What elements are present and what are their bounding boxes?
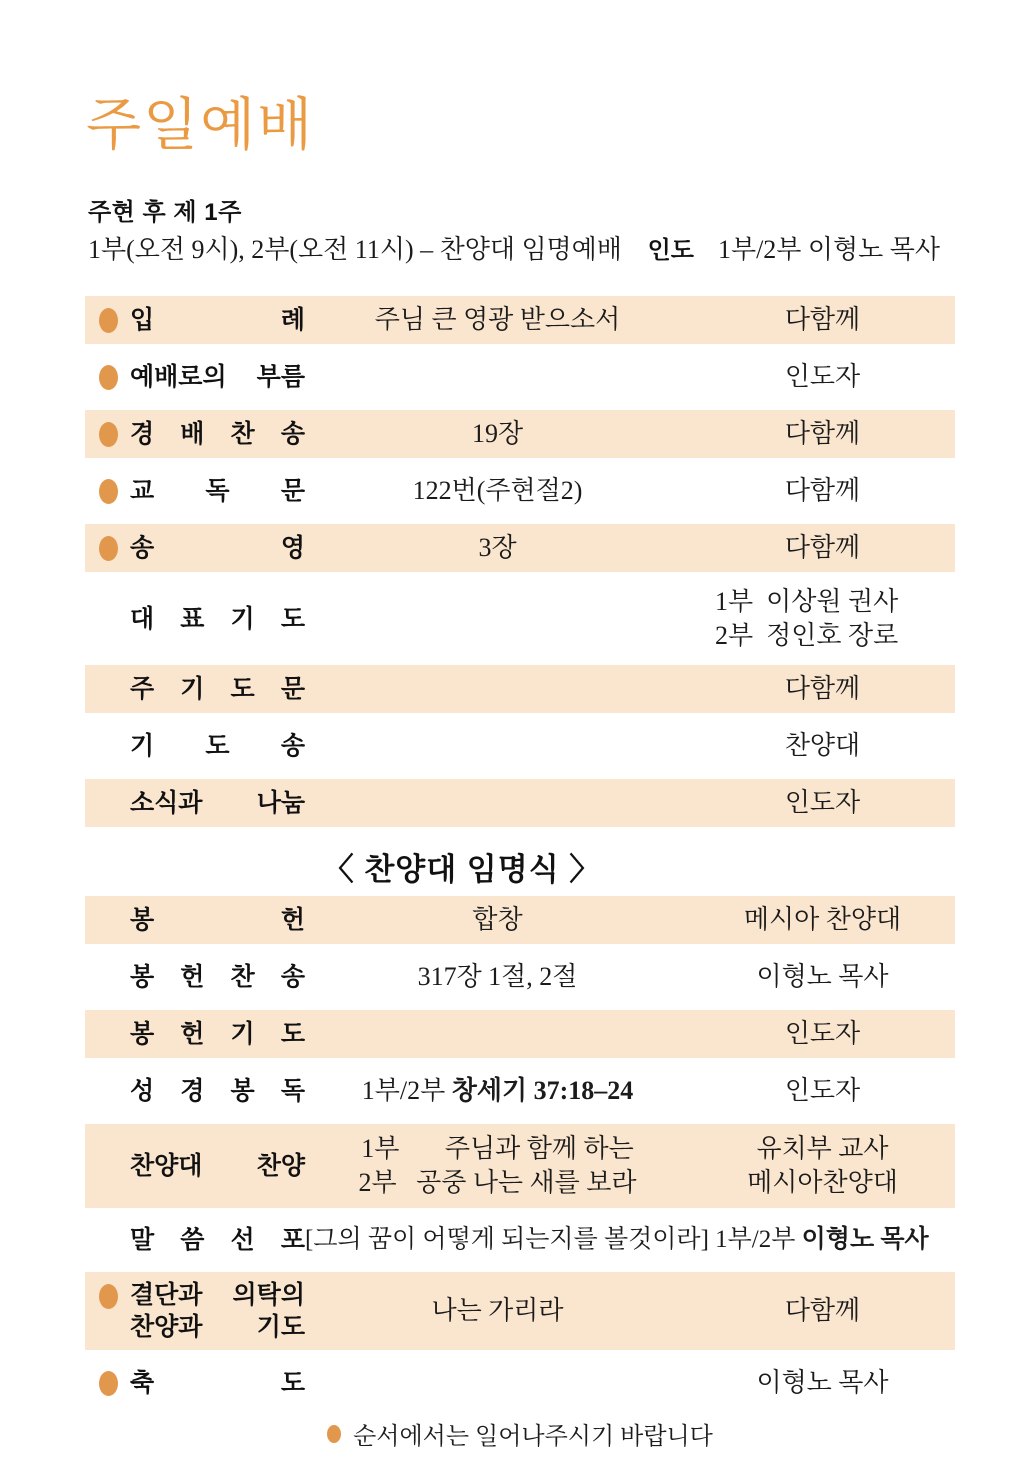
service-row — [85, 1272, 955, 1350]
orange-bullet-icon — [99, 536, 118, 561]
service-row — [85, 581, 955, 656]
bullet-cell — [85, 779, 130, 827]
row-label: 찬양대 찬양 — [130, 1152, 305, 1180]
bullet-cell — [85, 410, 130, 458]
bullet-cell — [85, 581, 130, 656]
bullet-cell — [85, 953, 130, 1001]
bullet-cell — [85, 296, 130, 344]
row-label: 축 도 — [130, 1369, 305, 1397]
service-row — [85, 896, 955, 944]
service-row — [85, 665, 955, 713]
row-right-value: 인도자 — [784, 1019, 861, 1049]
orange-bullet-icon — [99, 479, 118, 504]
service-row — [85, 779, 955, 827]
orange-bullet-icon — [99, 1371, 118, 1396]
row-right-value: 다함께 — [784, 419, 861, 449]
service-row — [85, 296, 955, 344]
row-center-value: 122번(주현절2) — [412, 476, 583, 506]
row-right-value: 다함께 — [784, 674, 861, 704]
row-right-value: 다함께 — [784, 1296, 861, 1326]
service-row — [85, 353, 955, 401]
row-label: 봉 헌 찬 송 — [130, 963, 305, 991]
row-label: 기 도 송 — [130, 732, 305, 760]
row-label: 봉 헌 기 도 — [130, 1020, 305, 1048]
service-row — [85, 1010, 955, 1058]
row-right-value: 찬양대 — [784, 731, 861, 761]
standing-note-text: 순서에서는 일어나주시기 바랍니다 — [353, 1424, 713, 1450]
service-info-row — [88, 229, 940, 266]
row-right-value: 이형노 목사 — [756, 1368, 889, 1398]
standing-note-bullet-icon — [327, 1425, 341, 1443]
row-center-value: 1부/2부 창세기 37:18–24 — [361, 1076, 634, 1106]
row-center-value: 주님 큰 영광 받으소서 — [374, 305, 621, 335]
row-right-value: 유치부 교사 메시아찬양대 — [747, 1134, 898, 1197]
service-info: 1부(오전 9시), 2부(오전 11시) – 찬양대 임명예배 — [88, 235, 622, 264]
leader-value: 1부/2부 이형노 목사 — [717, 235, 940, 264]
service-row — [85, 524, 955, 572]
row-label: 대 표 기 도 — [130, 604, 305, 633]
bullet-cell — [85, 722, 130, 770]
row-right-value: 다함께 — [784, 476, 861, 506]
row-content: [그의 꿈이 어떻게 되는지를 볼것이라] 1부/2부 이형노 목사 — [305, 1225, 929, 1253]
row-label: 성 경 봉 독 — [130, 1077, 305, 1105]
orange-bullet-icon — [99, 422, 118, 447]
row-label: 말 씀 선 포 — [130, 1226, 305, 1254]
bullet-cell — [85, 353, 130, 401]
row-label: 입 례 — [130, 306, 305, 334]
section-heading: 〈 찬양대 임명식 〉 — [322, 851, 602, 887]
row-label: 교 독 문 — [130, 477, 305, 505]
bullet-cell — [85, 1272, 130, 1350]
row-right-value: 1부 이상원 권사 2부 정인호 장로 — [715, 586, 899, 650]
bullet-cell — [85, 467, 130, 515]
worship-order-table — [85, 296, 955, 1451]
leader-group — [648, 229, 940, 266]
row-right-value: 다함께 — [784, 305, 861, 335]
bullet-cell — [85, 1010, 130, 1058]
bullet-cell — [85, 1359, 130, 1407]
bullet-cell — [85, 1124, 130, 1208]
bullet-cell — [85, 524, 130, 572]
standing-note — [85, 1416, 955, 1451]
row-center-value: 1부 주님과 함께 하는 2부 공중 나는 새를 보라 — [358, 1134, 637, 1197]
service-row — [85, 953, 955, 1001]
week-label: 주현 후 제 1주 — [88, 199, 242, 226]
service-row — [85, 722, 955, 770]
bullet-cell — [85, 1067, 130, 1115]
row-center-value: 19장 — [471, 419, 524, 449]
bullet-cell — [85, 665, 130, 713]
orange-bullet-icon — [99, 308, 118, 333]
orange-bullet-icon — [99, 1284, 118, 1309]
row-label: 주 기 도 문 — [130, 675, 305, 703]
row-label: 예배로의 부름 — [130, 363, 305, 391]
service-row — [85, 1359, 955, 1407]
row-right-value: 인도자 — [784, 1076, 861, 1106]
service-row — [85, 1124, 955, 1208]
worship-table-section-2 — [85, 896, 955, 1407]
row-label: 소식과 나눔 — [130, 789, 305, 817]
row-label: 봉 헌 — [130, 906, 305, 934]
row-label: 송 영 — [130, 534, 305, 562]
orange-bullet-icon — [99, 365, 118, 390]
row-center-value: 합창 — [472, 905, 523, 935]
row-center-value: 나는 가리라 — [431, 1296, 564, 1326]
worship-table-section-1 — [85, 296, 955, 827]
row-right-value: 다함께 — [784, 533, 861, 563]
row-right-value: 메시아 찬양대 — [743, 905, 902, 935]
row-right-value: 인도자 — [784, 788, 861, 818]
row-label: 결단과 의탁의 찬양과 기도 — [130, 1281, 305, 1341]
service-row — [85, 1067, 955, 1115]
page-title: 주일예배 — [86, 94, 315, 157]
bullet-cell — [85, 1217, 130, 1263]
service-row — [85, 410, 955, 458]
leader-label: 인도 — [647, 237, 694, 264]
row-center-value: 317장 1절, 2절 — [417, 962, 578, 992]
service-row — [85, 1217, 955, 1263]
service-row — [85, 467, 955, 515]
row-right-value: 이형노 목사 — [756, 962, 889, 992]
row-label: 경 배 찬 송 — [130, 420, 305, 448]
row-center-value: 3장 — [478, 533, 517, 563]
row-right-value: 인도자 — [784, 362, 861, 392]
bullet-cell — [85, 896, 130, 944]
